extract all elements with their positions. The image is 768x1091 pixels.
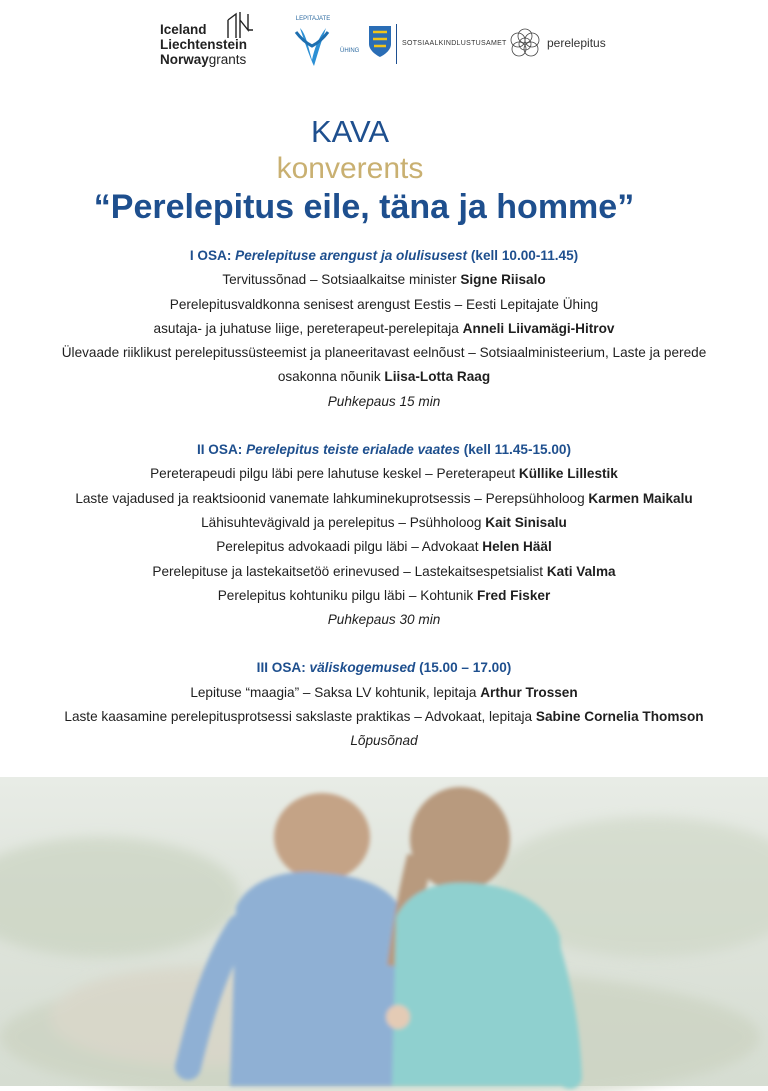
perelepitus-logo [505,24,606,69]
agenda-item: Ülevaade riiklikust perelepitussüsteemist ja planeeritavast eelnõust – Sotsiaalministeerium, Laste ja perede [61,345,707,361]
section3-prefix: III OSA: [256,660,306,676]
agenda-item: Perelepitus advokaadi pilgu läbi – Advokaat Helen Hääl [216,539,552,555]
agenda-item: Laste kaasamine perelepitusprotsessi sakslaste praktikas – Advokaat, lepitaja Sabine Cornelia Thomson [64,709,704,725]
section1-prefix: I OSA: [189,248,232,263]
agenda-item: Tervitussõnad – Sotsiaalkaitse minister Signe Riisalo [222,272,546,288]
agenda-item: Perelepitusvaldkonna senisest arengust Eestis – Eesti Lepitajate Ühing [169,296,599,312]
perelepitus-flower-icon [505,24,545,64]
agenda [10,244,758,754]
lepitajate-emblem-icon [278,10,360,76]
section2-theme: Perelepitus teiste erialade vaates [246,442,460,458]
section1-heading [10,244,758,268]
section3-theme: väliskogemused [309,660,416,676]
section1-theme: Perelepituse arengust ja olulisusest [235,248,468,263]
eea-line1: Iceland [160,22,207,37]
conference-title: “Perelepitus eile, täna ja homme” [93,188,635,226]
children-photo [0,777,768,1086]
break-note: Puhkepaus 30 min [327,612,441,628]
sotsiaal-text: SOTSIAALKINDLUSTUSAMET [402,40,507,47]
divider [396,24,397,64]
kava-heading: KAVA [310,114,390,149]
logo-bar [0,0,768,90]
section3-heading [10,656,758,680]
section3-time: (15.00 – 17.00) [419,660,512,676]
svg-text:LEPITAJATE: LEPITAJATE [295,16,331,22]
sotsiaalkindlustusamet-logo [368,24,507,64]
perelepitus-text: perelepitus [547,36,606,50]
agenda-item: Perelepituse ja lastekaitsetöö erinevused – Lastekaitsespetsialist Kati Valma [152,563,616,579]
section2-heading [10,438,758,462]
agenda-item: Lepituse “maagia” – Saksa LV kohtunik, lepitaja Arthur Trossen [190,684,578,700]
eea-grants-logo [160,22,247,67]
estonian-coat-of-arms-icon [368,24,392,58]
agenda-item: Perelepitus kohtuniku pilgu läbi – Kohtunik Fred Fisker [217,587,551,603]
closing-note: Lõpusõnad [350,733,418,749]
eea-line3a: Norway [160,52,209,67]
section2-prefix: II OSA: [196,442,243,458]
agenda-item: Pereterapeudi pilgu läbi pere lahutuse keskel – Pereterapeut Küllike Lillestik [150,466,618,482]
konverents-heading: konverents [276,152,424,185]
agenda-item: osakonna nõunik Liisa-Lotta Raag [277,369,491,385]
children-illustration [0,777,768,1086]
lepitajate-uhing-logo [278,10,360,76]
agenda-item: Laste vajadused ja reaktsioonid vanemate lahkuminekuprotsessis – Perepsühholoog Karmen Maikalu [75,490,693,506]
svg-text:ÜHING: ÜHING [340,48,360,54]
agenda-item: Lähisuhtevägivald ja perelepitus – Psühholoog Kait Sinisalu [201,514,567,530]
agenda-item: asutaja- ja juhatuse liige, pereterapeut-perelepitaja Anneli Liivamägi-Hitrov [153,320,615,336]
section1-time: (kell 10.00-11.45) [470,248,579,263]
eea-line3b: grants [208,52,247,67]
eea-line2: Liechtenstein [160,37,248,52]
break-note: Puhkepaus 15 min [327,393,441,409]
section2-time: (kell 11.45-15.00) [463,442,572,458]
eea-mark-icon [226,10,254,40]
